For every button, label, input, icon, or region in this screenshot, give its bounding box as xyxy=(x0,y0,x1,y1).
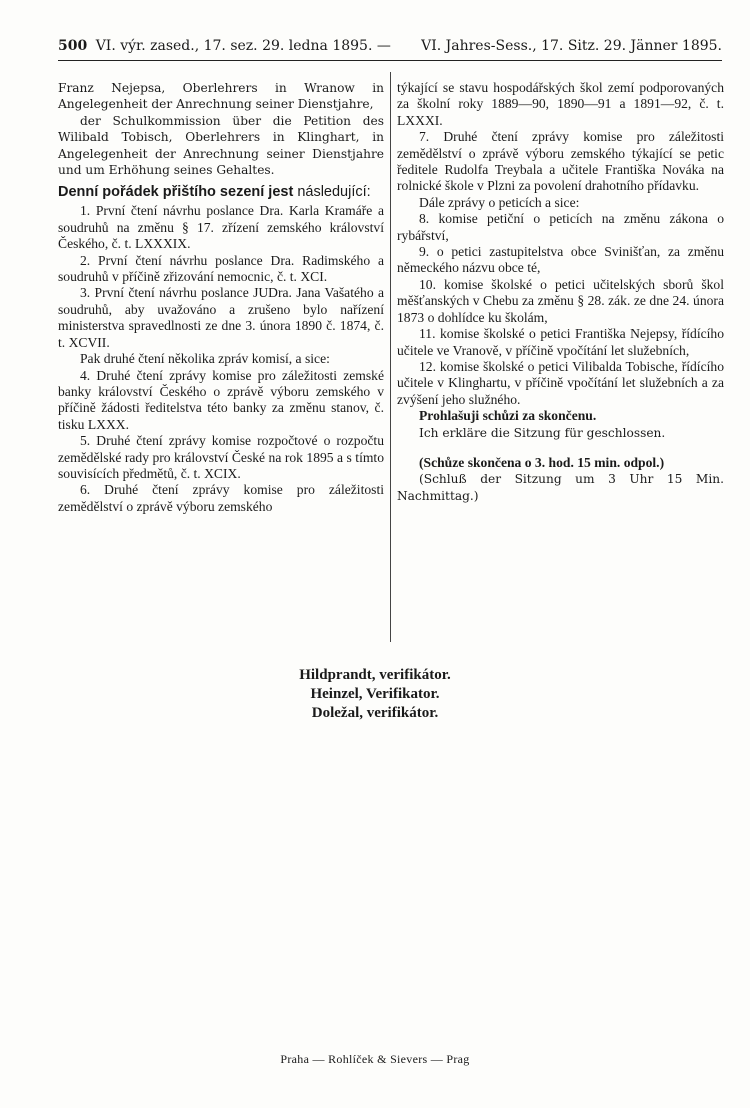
closing-statement-german: Ich erkläre die Sitzung für geschlossen. xyxy=(419,425,666,440)
left-column xyxy=(58,80,384,515)
further-reports: Dále zprávy o peticích a sice: xyxy=(419,194,580,210)
verifier-2: Heinzel, Verifikator. xyxy=(310,686,440,702)
right-column xyxy=(397,80,724,504)
german-intro-2: der Schulkommission über die Petition des Wilibald Tobisch, Oberlehrers in Klinghart, in Angelegenheit der Anrechnung seiner Dienstjahre und um Erhöhung seines Gehaltes. xyxy=(58,113,384,178)
agenda-item-4: 4. Druhé čtení zprávy komise pro záležitosti zemské banky království Českého o zprávě výboru zemského v příčině žádosti ředitelstva této banky za změnu stanov, č. tisku LXXX. xyxy=(58,367,384,432)
second-reading-intro: Pak druhé čtení několika zpráv komisí, a sice: xyxy=(80,351,330,367)
verifier-1: Hildprandt, verifikátor. xyxy=(299,667,451,683)
agenda-item-9: 9. o petici zastupitelstva obce Svinišťan, za změnu německého názvu obce té, xyxy=(397,244,724,276)
session-end-german: (Schluß der Sitzung um 3 Uhr 15 Min. Nachmittag.) xyxy=(397,472,724,503)
agenda-heading-tail: následující: xyxy=(297,184,371,201)
running-header xyxy=(58,38,722,54)
agenda-heading-text: Denní pořádek přištího sezení jest xyxy=(58,184,294,201)
agenda-item-1: 1. První čtení návrhu poslance Dra. Karla Kramáře a soudruhů na změnu § 17. zřízení zemského království Českého, č. t. LXXXIX. xyxy=(58,203,384,252)
header-rule xyxy=(58,60,722,61)
printer-imprint: Praha — Rohlíček & Sievers — Prag xyxy=(280,1052,470,1066)
header-czech: VI. výr. zased., 17. sez. 29. ledna 1895. xyxy=(95,38,373,54)
session-end-czech: (Schůze skončena o 3. hod. 15 min. odpol.) xyxy=(419,454,665,470)
agenda-item-2: 2. První čtení návrhu poslance Dra. Radimského a soudruhů v příčině zřizování nemocnic, č. t. XCI. xyxy=(58,252,384,285)
verifier-3: Doležal, verifikátor. xyxy=(311,705,439,721)
header-dash: — xyxy=(376,38,391,54)
german-intro-1: Franz Nejepsa, Oberlehrers in Wranow in Angelegenheit der Anrechnung seiner Dienstjahre, xyxy=(58,81,384,112)
closing-statement-czech: Prohlašuji schůzi za skončenu. xyxy=(419,408,597,424)
agenda-item-6-continued: týkající se stavu hospodářských škol zemí podporovaných za školní roky 1889—90, 1890—91 a 1891—92, č. t. LXXXI. xyxy=(397,80,724,128)
agenda-item-12: 12. komise školské o petici Vilibalda Tobische, řídícího učitele v Klinghartu, v příčině vpočítání let služebních a za zvýšení jeho služného. xyxy=(397,358,724,407)
agenda-item-6: 6. Druhé čtení zprávy komise pro záležitosti zemědělství o zprávě výboru zemského xyxy=(58,482,384,514)
verifier-signatures xyxy=(60,666,690,723)
column-divider xyxy=(390,72,391,642)
agenda-item-11: 11. komise školské o petici Františka Nejepsy, řídícího učitele ve Vranově, v příčině vpočítání let služebních, xyxy=(397,326,724,358)
header-german: VI. Jahres-Sess., 17. Sitz. 29. Jänner 1895. xyxy=(421,38,722,54)
agenda-item-8: 8. komise petiční o peticích na změnu zákona o rybářství, xyxy=(397,211,724,243)
page-number: 500 xyxy=(58,38,88,54)
agenda-item-10: 10. komise školské o petici učitelských sborů škol měšťanských v Chebu za změnu § 28. zák. ze dne 24. února 1873 o dohlídce ku školám, xyxy=(397,276,724,325)
agenda-heading xyxy=(58,184,384,201)
agenda-item-7: 7. Druhé čtení zprávy komise pro záležitosti zemědělství o zprávě výboru zemského týkající se petic ředitele Rudolfa Treybala a učitele Františka Nováka na rolnické škole v Plzni za povolení drahotního přídavku. xyxy=(397,129,724,194)
agenda-item-3: 3. První čtení návrhu poslance JUDra. Jana Vašatého a soudruhů, aby uvažováno a zrušeno bylo nařízení ministerstva spravedlnosti ze dne 3. února 1890 č. 1874, č. t. XCVII. xyxy=(58,285,384,350)
agenda-item-5: 5. Druhé čtení zprávy komise rozpočtové o rozpočtu zemědělské rady pro království České na rok 1895 a s tímto souvisících předmětů, č. t. XCIX. xyxy=(58,433,384,481)
